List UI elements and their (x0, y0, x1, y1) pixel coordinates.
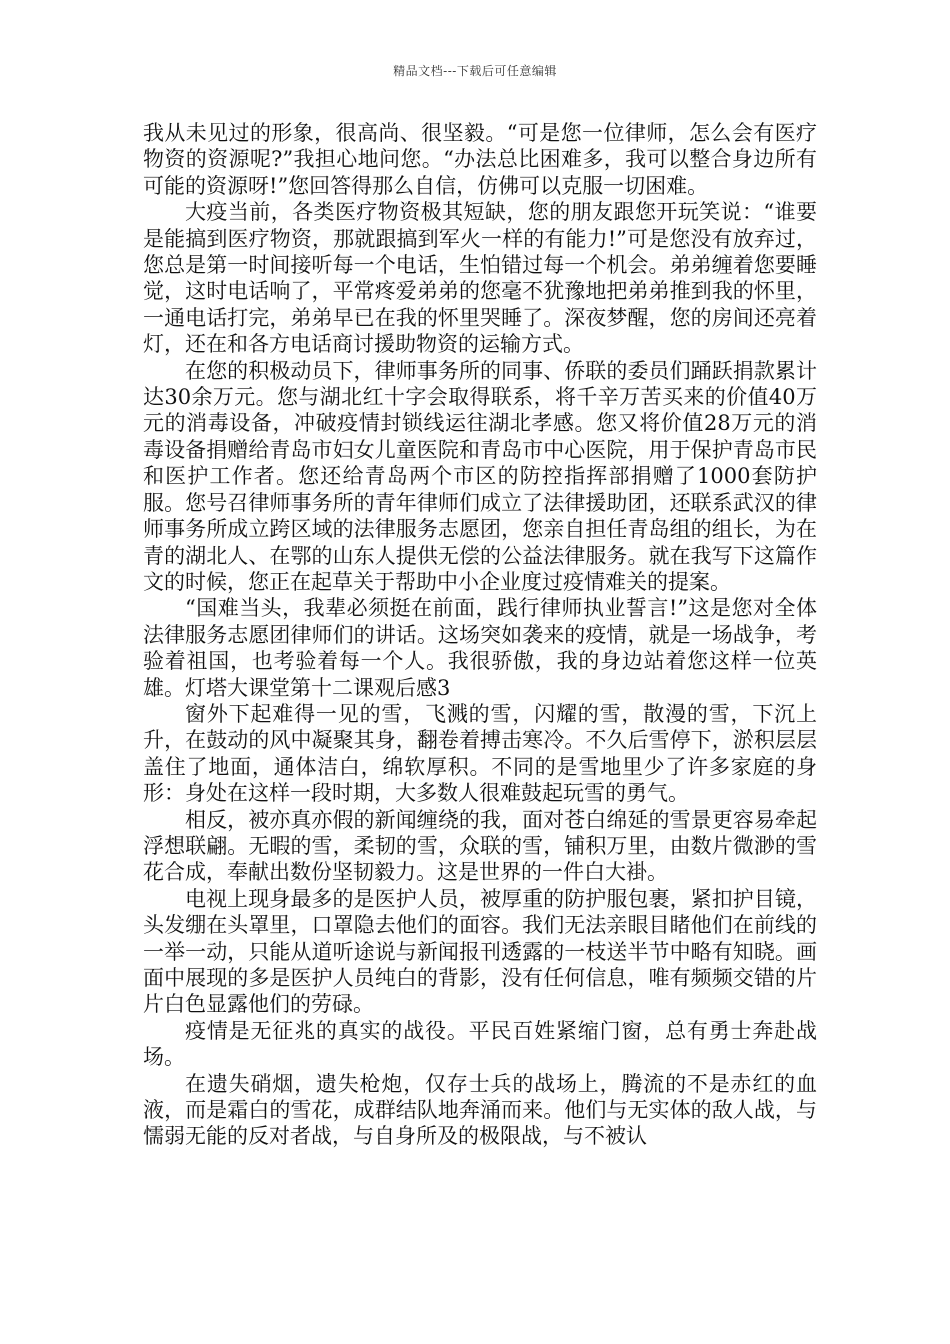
paragraph: 大疫当前，各类医疗物资极其短缺，您的朋友跟您开玩笑说：“谁要是能搞到医疗物资，那就跟搞到军火一样的有能力!”可是您没有放弃过，您总是第一时间接听每一个电话，生怕错过每一个机会。弟弟缠着您要睡觉，这时电话响了，平常疼爱弟弟的您毫不犹豫地把弟弟推到我的怀里，一通电话打完，弟弟早已在我的怀里哭睡了。深夜梦醒，您的房间还亮着灯，还在和各方电话商讨援助物资的运输方式。 (143, 200, 817, 357)
paragraph: 疫情是无征兆的真实的战役。平民百姓紧缩门窗，总有勇士奔赴战场。 (143, 1018, 817, 1070)
paragraph: 电视上现身最多的是医护人员，被厚重的防护服包裹，紧扣护目镜，头发绷在头罩里，口罩隐去他们的面容。我们无法亲眼目睹他们在前线的一举一动，只能从道听途说与新闻报刊透露的一枝送半节中略有知晓。画面中展现的多是医护人员纯白的背影，没有任何信息，唯有频频交错的片片白色显露他们的劳碌。 (143, 886, 817, 1017)
paragraph: 相反，被亦真亦假的新闻缠绕的我，面对苍白绵延的雪景更容易牵起浮想联翩。无暇的雪，柔韧的雪，众联的雪，铺积万里，由数片微渺的雪花合成，奉献出数份坚韧毅力。这是世界的一件白大褂。 (143, 807, 817, 885)
page-header: 精品文档---下载后可任意编辑 (393, 64, 557, 78)
paragraph: 我从未见过的形象，很高尚、很坚毅。“可是您一位律师，怎么会有医疗物资的资源呢?”我担心地问您。“办法总比困难多，我可以整合身边所有可能的资源呀!”您回答得那么自信，仿佛可以克服一切困难。 (143, 121, 817, 198)
paragraph: “国难当头，我辈必须挺在前面，践行律师执业誓言!”这是您对全体法律服务志愿团律师们的讲话。这场突如袭来的疫情，就是一场战争，考验着祖国，也考验着每一个人。我很骄傲，我的身边站着您这样一位英雄。灯塔大课堂第十二课观后感3 (143, 596, 817, 700)
paragraph: 在遗失硝烟，遗失枪炮，仅存士兵的战场上，腾流的不是赤红的血液，而是霜白的雪花，成群结队地奔涌而来。他们与无实体的敌人战，与懦弱无能的反对者战，与自身所及的极限战，与不被认 (143, 1071, 817, 1149)
document-body (143, 120, 817, 1150)
paragraph: 在您的积极动员下，律师事务所的同事、侨联的委员们踊跃捐款累计达30余万元。您与湖北红十字会取得联系，将千辛万苦买来的价值40万元的消毒设备，冲破疫情封锁线运往湖北孝感。您又将价值28万元的消毒设备捐赠给青岛市妇女儿童医院和青岛市中心医院，用于保护青岛市民和医护工作者。您还给青岛两个市区的防控指挥部捐赠了1000套防护服。您号召律师事务所的青年律师们成立了法律援助团，还联系武汉的律师事务所成立跨区域的法律服务志愿团，您亲自担任青岛组的组长，为在青的湖北人、在鄂的山东人提供无偿的公益法律服务。就在我写下这篇作文的时候，您正在起草关于帮助中小企业度过疫情难关的提案。 (143, 358, 817, 594)
paragraph: 窗外下起难得一见的雪，飞溅的雪，闪耀的雪，散漫的雪，下沉上升，在鼓动的风中凝聚其身，翻卷着搏击寒冷。不久后雪停下，淤积层层盖住了地面，通体洁白，绵软厚积。不同的是雪地里少了许多家庭的身形：身处在这样一段时期，大多数人很难鼓起玩雪的勇气。 (143, 701, 817, 806)
